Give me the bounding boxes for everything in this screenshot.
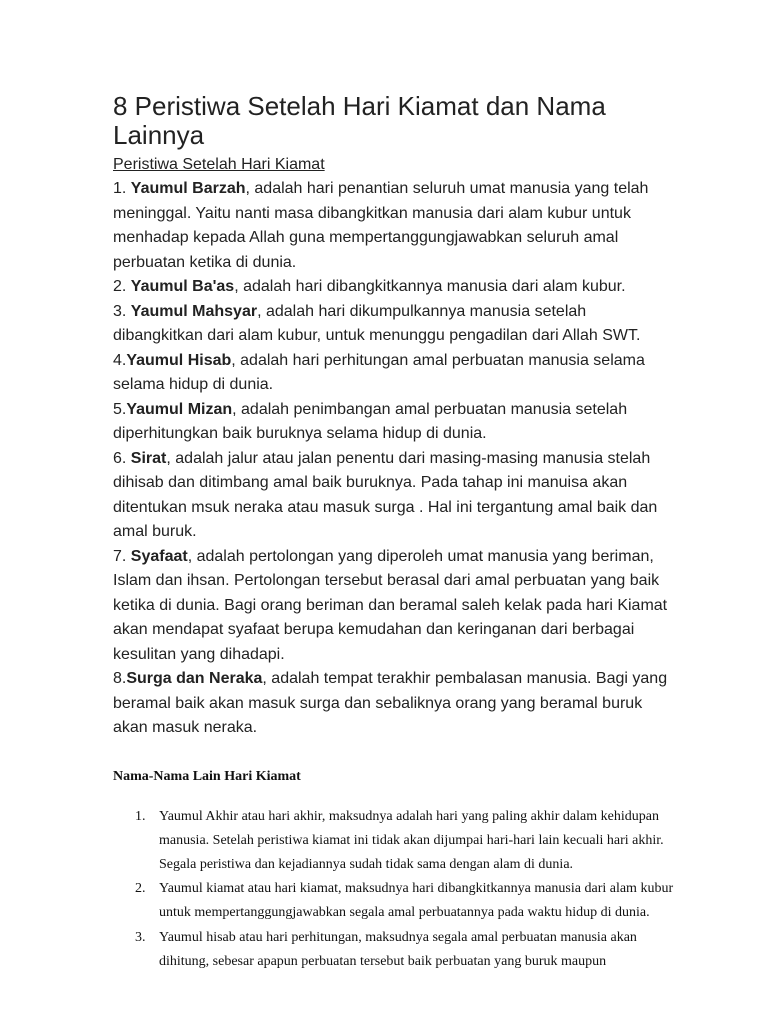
item-text: , adalah tempat terakhir pembalasan manusia. Bagi yang beramal baik akan masuk surga dan sebaliknya orang yang beramal buruk akan masuk neraka. (113, 670, 668, 736)
list-item (113, 300, 678, 349)
list-item (135, 805, 678, 878)
item-text: Yaumul Akhir atau hari akhir, maksudnya adalah hari yang paling akhir dalam kehidupan manusia. Setelah peristiwa kiamat ini tidak akan dijumpai hari-hari lain kecuali hari akhir. Segala peristiwa dan kejadiannya sudah tidak sama dengan alam di dunia. (159, 808, 664, 872)
item-term: Sirat (130, 449, 167, 467)
list-item (113, 447, 678, 545)
item-term: Yaumul Mizan (126, 400, 233, 418)
item-term: Yaumul Mahsyar (130, 302, 258, 320)
item-number: 1. (113, 180, 131, 197)
item-number: 3. (135, 929, 146, 945)
item-number: 6. (113, 449, 131, 467)
item-number: 7. (113, 547, 131, 565)
list-item (113, 349, 678, 398)
item-number: 1. (135, 808, 146, 824)
list-item (135, 926, 678, 974)
list-item (135, 877, 678, 925)
names-list (113, 805, 678, 974)
item-text: , adalah hari dikumpulkannya manusia setelah dibangkitkan dari alam kubur, untuk menunggu pengadilan dari Allah SWT. (113, 302, 641, 344)
item-text: , adalah pertolongan yang diperoleh umat manusia yang beriman, Islam dan ihsan. Pertolongan tersebut berasal dari amal perbuatan yang baik ketika di dunia. Bagi orang beriman dan beramal saleh kelak pada hari Kiamat akan mendapat syafaat berupa kemudahan dan keringanan dari berbagai kesulitan yang dihadapi. (113, 547, 668, 663)
section-heading-names: Nama-Nama Lain Hari Kiamat (113, 768, 301, 784)
page-title: 8 Peristiwa Setelah Hari Kiamat dan Nama Lainnya (113, 91, 606, 150)
item-text: Yaumul hisab atau hari perhitungan, maksudnya segala amal perbuatan manusia akan dihitung, sebesar apapun perbuatan tersebut baik perbuatan yang buruk maupun (159, 929, 637, 969)
item-term: Syafaat (130, 547, 188, 565)
item-number: 8. (113, 670, 127, 687)
item-text: , adalah hari dibangkitkannya manusia dari alam kubur. (234, 278, 626, 295)
list-item (113, 177, 678, 275)
item-text: Yaumul kiamat atau hari kiamat, maksudnya hari dibangkitkannya manusia dari alam kubur untuk mempertanggungjawabkan segala amal perbuatannya pada waktu hidup di dunia. (159, 881, 674, 921)
item-number: 2. (135, 881, 146, 897)
list-item (113, 667, 678, 741)
item-text: , adalah hari penantian seluruh umat manusia yang telah meninggal. Yaitu nanti masa dibangkitkan manusia dari alam kubur untuk menhadap kepada Allah guna mempertanggungjawabkan seluruh amal perbuatan ketika di dunia. (113, 180, 649, 271)
other-names-section (113, 767, 678, 974)
list-item (113, 398, 678, 447)
item-text: , adalah hari perhitungan amal perbuatan manusia selama selama hidup di dunia. (113, 351, 645, 393)
item-term: Yaumul Ba'as (130, 278, 235, 295)
item-number: 4. (113, 351, 127, 369)
item-term: Yaumul Barzah (130, 180, 246, 197)
item-term: Yaumul Hisab (126, 351, 232, 369)
item-number: 2. (113, 278, 131, 295)
item-number: 3. (113, 302, 131, 320)
events-list (113, 177, 678, 741)
list-item (113, 275, 678, 300)
list-item (113, 545, 678, 668)
item-text: , adalah penimbangan amal perbuatan manusia setelah diperhitungkan baik buruknya selama hidup di dunia. (113, 400, 628, 442)
section-heading-events: Peristiwa Setelah Hari Kiamat (113, 156, 325, 173)
item-number: 5. (113, 400, 127, 418)
item-text: , adalah jalur atau jalan penentu dari masing-masing manusia stelah dihisab dan ditimbang amal baik buruknya. Pada tahap ini manuisa akan ditentukan msuk neraka atau masuk surga . Hal ini tergantung amal baik dan amal buruk. (113, 449, 658, 540)
item-term: Surga dan Neraka (126, 670, 263, 687)
